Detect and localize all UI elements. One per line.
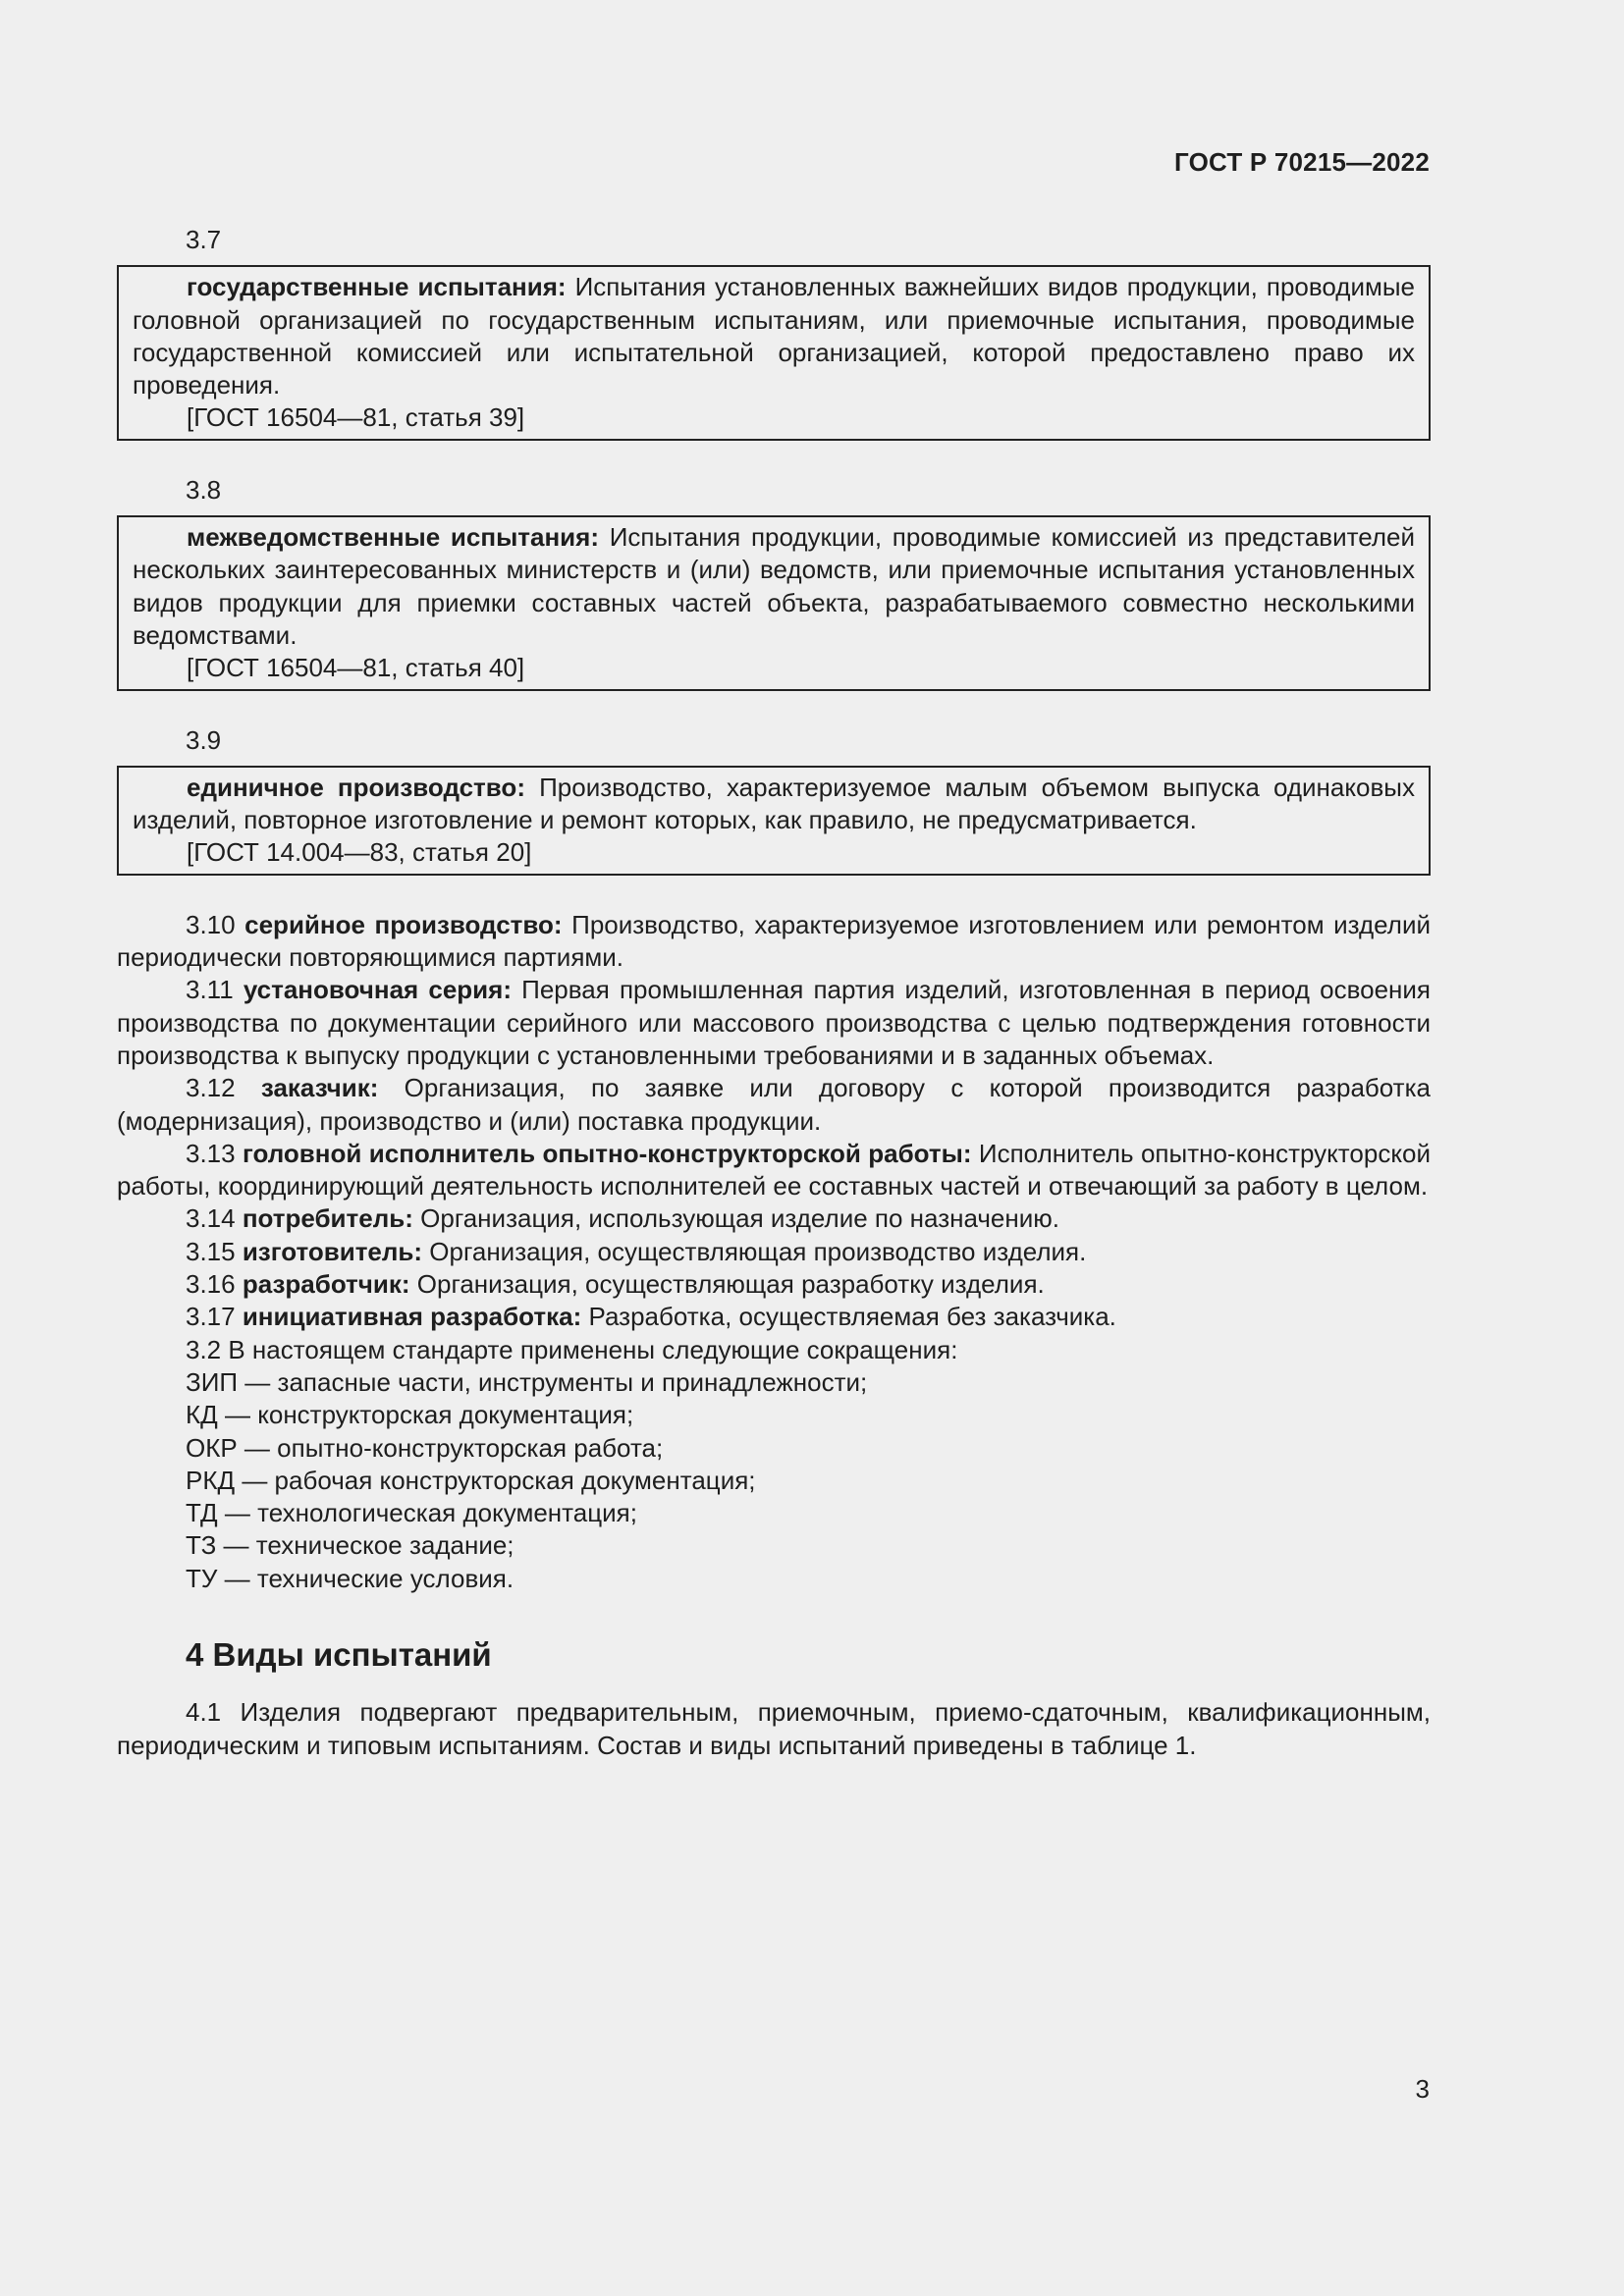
term-name: серийное производство:: [244, 909, 563, 939]
term-definition: [133, 521, 1415, 652]
term-source: [ГОСТ 16504—81, статья 40]: [187, 653, 525, 683]
term-3-11: [117, 974, 1431, 1072]
term-name: изготовитель:: [242, 1236, 423, 1266]
term-number: 3.11: [186, 975, 244, 1005]
section-paragraph: 4.1 Изделия подвергают предварительным, приемочным, приемо-сдаточным, квалификационным, периодическим и типовым испытаниям. Состав и виды испытаний приведены в таблице 1.: [117, 1697, 1431, 1760]
term-3-17: [117, 1301, 1431, 1333]
term-number: 3.15: [186, 1236, 243, 1266]
page-number: 3: [1415, 2074, 1430, 2104]
term-3-13: [117, 1138, 1431, 1203]
term-text: Исполнитель опытно-конструкторской работы, координирующий деятельность исполнителей ее составных частей и отвечающий за работу в целом.: [117, 1138, 1431, 1201]
term-name: разработчик:: [242, 1269, 410, 1300]
term-name: единичное производство:: [187, 772, 525, 802]
abbreviation-item: ОКР — опытно-конструкторская работа;: [186, 1432, 664, 1463]
term-text: Организация, осуществляющая разработку изделия.: [409, 1269, 1045, 1300]
term-source: [ГОСТ 16504—81, статья 39]: [187, 402, 525, 433]
term-number: 3.8: [186, 474, 222, 505]
term-number: 3.13: [186, 1138, 244, 1168]
term-definition: [133, 271, 1415, 401]
term-name: заказчик:: [260, 1073, 379, 1103]
term-number: 3.16: [186, 1269, 243, 1300]
term-number: 3.7: [186, 225, 222, 254]
term-number: 3.10: [186, 909, 245, 939]
term-3-12: [117, 1072, 1431, 1138]
term-text: Организация, осуществляющая производство изделия.: [422, 1236, 1087, 1266]
abbreviation-item: РКД — рабочая конструкторская документация;: [186, 1465, 756, 1495]
term-text: Испытания установленных важнейших видов продукции, проводимые головной организацией по государственным испытаниям, или приемочные испытания, проводимые государственной комиссией или испытательной организацией, которой предоставлено право их проведения.: [133, 272, 1416, 400]
term-box-3-9: [117, 766, 1431, 876]
abbreviation-item: ТУ — технические условия.: [186, 1563, 514, 1593]
page-content: [117, 224, 1431, 1762]
term-name: потребитель:: [242, 1203, 413, 1234]
term-name: государственные испытания:: [187, 272, 567, 302]
term-number: 3.17: [186, 1302, 243, 1332]
document-id: ГОСТ Р 70215—2022: [1174, 147, 1430, 177]
abbreviation-item: ТД — технологическая документация;: [186, 1498, 637, 1528]
term-name: головной исполнитель опытно-конструкторской работы:: [243, 1138, 972, 1168]
term-text: Производство, характеризуемое изготовлением или ремонтом изделий периодически повторяющимися партиями.: [117, 909, 1431, 973]
term-definitions: [117, 909, 1431, 1595]
term-box-3-8: [117, 515, 1431, 690]
term-name: установочная серия:: [243, 975, 512, 1005]
term-text: Разработка, осуществляемая без заказчика.: [581, 1302, 1116, 1332]
term-text: Испытания продукции, проводимые комиссией из представителей нескольких заинтересованных министерств и (или) ведомств, или приемочные испытания установленных видов продукции для приемки составных частей объекта, разрабатываемого совместно несколькими ведомствами.: [133, 522, 1415, 650]
term-3-16: [117, 1268, 1431, 1301]
term-text: Первая промышленная партия изделий, изготовленная в период освоения производства по документации серийного или массового производства с целью подтверждения готовности производства к выпуску продукции с установленными требованиями и в заданных объемах.: [117, 975, 1431, 1070]
abbreviation-item: ТЗ — техническое задание;: [186, 1530, 514, 1561]
abbreviation-item: ЗИП — запасные части, инструменты и принадлежности;: [186, 1366, 868, 1397]
term-text: Организация, использующая изделие по назначению.: [412, 1203, 1059, 1234]
term-box-3-7: [117, 265, 1431, 440]
term-number: 3.14: [186, 1203, 243, 1234]
term-number: 3.12: [186, 1073, 261, 1103]
term-definition: [133, 772, 1415, 837]
term-3-10: [117, 909, 1431, 975]
term-text: Производство, характеризуемое малым объемом выпуска одинаковых изделий, повторное изготовление и ремонт которых, как правило, не предусматривается.: [133, 772, 1415, 835]
term-3-14: [117, 1202, 1431, 1235]
section-heading: 4 Виды испытаний: [186, 1635, 492, 1673]
term-source: [ГОСТ 14.004—83, статья 20]: [187, 837, 532, 868]
abbreviations-intro: 3.2 В настоящем стандарте применены следующие сокращения:: [186, 1334, 958, 1364]
term-text: Организация, по заявке или договору с которой производится разработка (модернизация), производство и (или) поставка продукции.: [117, 1073, 1431, 1136]
term-3-15: [117, 1236, 1431, 1268]
term-name: инициативная разработка:: [242, 1302, 582, 1332]
term-name: межведомственные испытания:: [187, 522, 599, 553]
abbreviation-item: КД — конструкторская документация;: [186, 1400, 634, 1430]
term-number: 3.9: [186, 724, 222, 755]
